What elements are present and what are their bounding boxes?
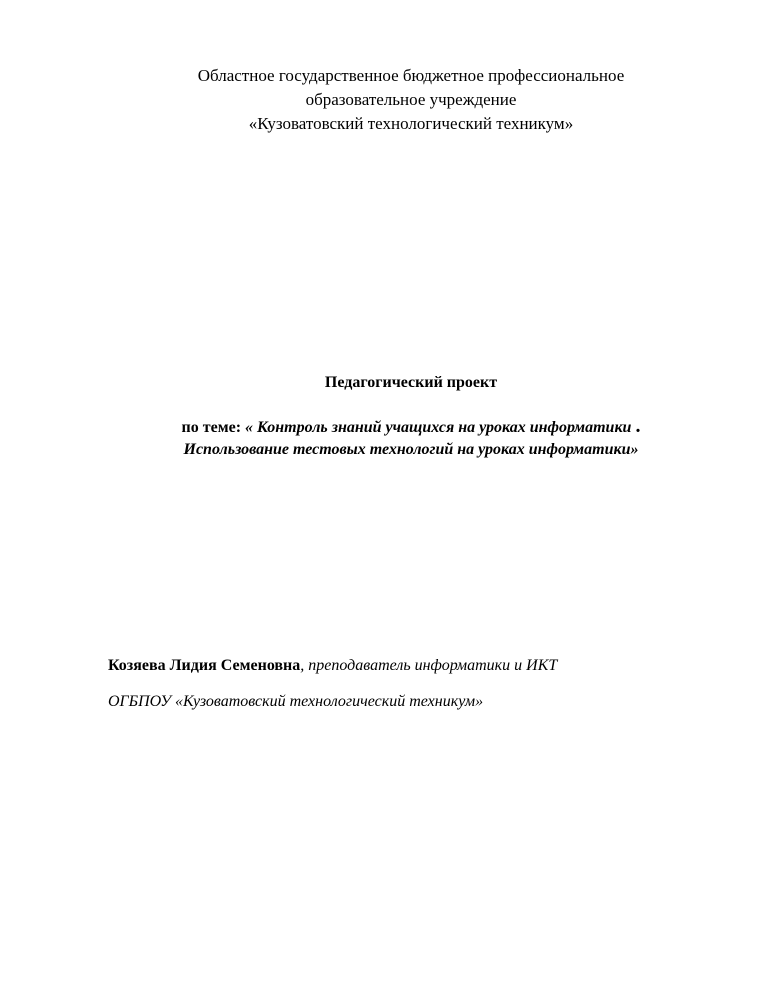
topic-dot: . bbox=[635, 415, 641, 437]
institution-line-1: Областное государственное бюджетное профессиональное bbox=[197, 66, 625, 85]
project-topic bbox=[0, 415, 768, 461]
topic-prefix: по теме: bbox=[181, 419, 242, 436]
topic-text-2: Использование тестовых технологий на уроках информатики» bbox=[183, 441, 639, 458]
author-organization: ОГБПОУ «Кузоватовский технологический техникум» bbox=[108, 693, 484, 710]
project-title: Педагогический проект bbox=[324, 374, 498, 391]
author-role: , преподаватель информатики и ИКТ bbox=[300, 657, 558, 674]
topic-text-1: « Контроль знаний учащихся на уроках информатики bbox=[245, 419, 632, 436]
institution-header bbox=[0, 64, 768, 136]
topic-line-1 bbox=[54, 415, 768, 439]
author-name: Козяева Лидия Семеновна bbox=[108, 657, 301, 674]
author-line bbox=[108, 655, 708, 677]
institution-line-3: «Кузоватовский технологический техникум» bbox=[248, 114, 574, 133]
institution-line-2: образовательное учреждение bbox=[305, 90, 517, 109]
